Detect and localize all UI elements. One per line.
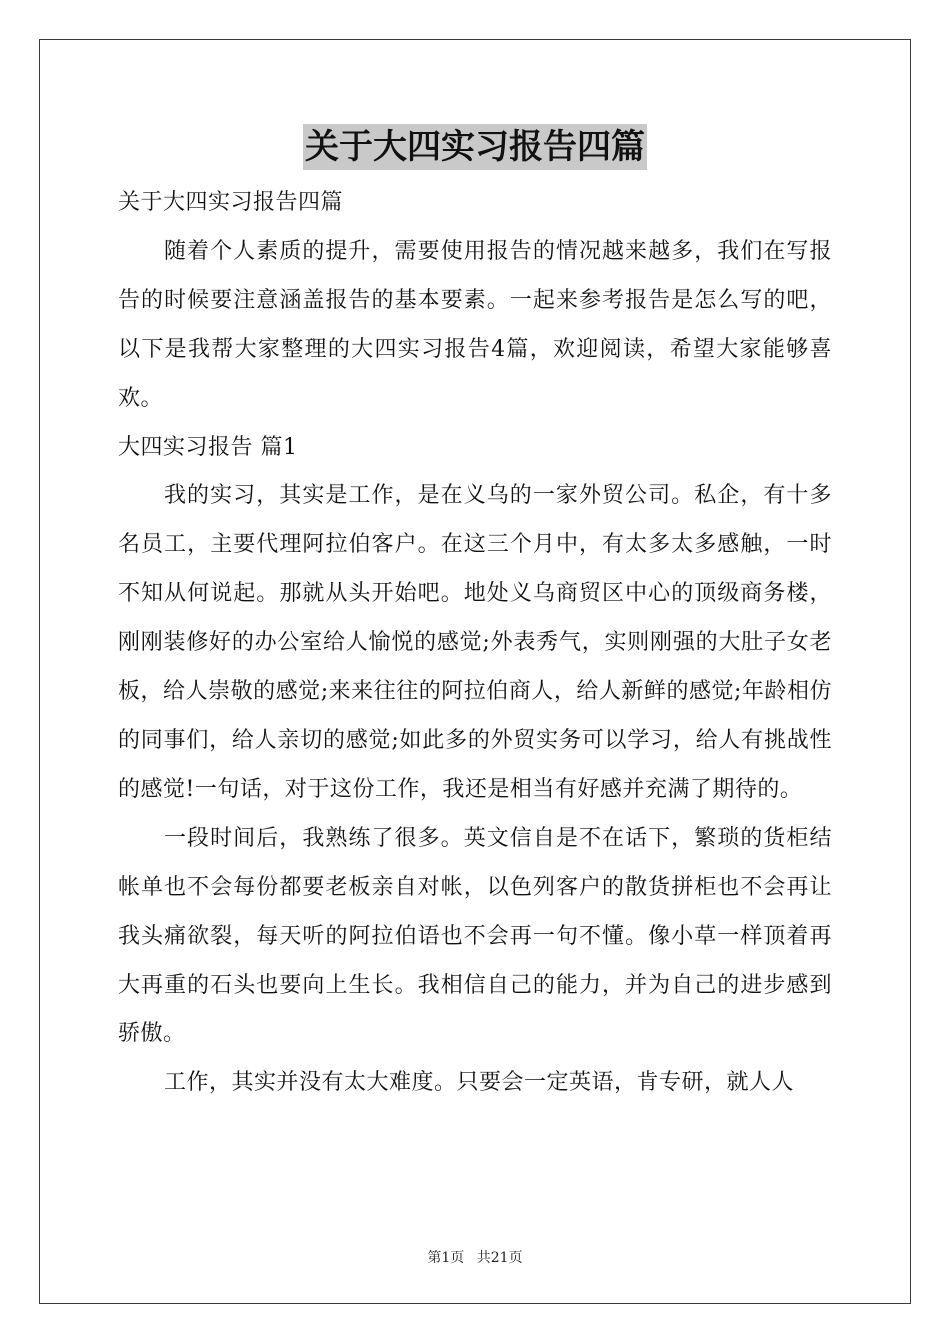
page-footer — [0, 1247, 950, 1267]
page-number: 第1页 — [427, 1250, 465, 1266]
body-paragraph-3: 工作，其实并没有太大难度。只要会一定英语，肯专研，就人人 — [164, 1070, 795, 1096]
body-paragraph-2: 一段时间后，我熟练了很多。英文信自是不在话下，繁琐的货柜结帐单也不会每份都要老板亲自对帐，以色列客户的散货拼柜也不会再让我头痛欲裂，每天听的阿拉伯语也不会再一句不懂。像小草一样顶着再大再重的石头也要向上生长。我相信自己的能力，并为自己的进步感到骄傲。 — [118, 825, 832, 1047]
section-heading: 大四实习报告 篇1 — [118, 434, 298, 460]
title-container — [0, 124, 950, 170]
page-total: 共21页 — [476, 1250, 523, 1266]
body-paragraph-1: 我的实习，其实是工作，是在义乌的一家外贸公司。私企，有十多名员工，主要代理阿拉伯客户。在这三个月中，有太多太多感触，一时不知从何说起。那就从头开始吧。地处义乌商贸区中心的顶级商务楼，刚刚装修好的办公室给人愉悦的感觉;外表秀气，实则刚强的大肚子女老板，给人崇敬的感觉;来来往往的阿拉伯商人，给人新鲜的感觉;年龄相仿的同事们，给人亲切的感觉;如此多的外贸实务可以学习，给人有挑战性的感觉!一句话，对于这份工作，我还是相当有好感并充满了期待的。 — [118, 483, 832, 802]
intro-paragraph: 随着个人素质的提升，需要使用报告的情况越来越多，我们在写报告的时候要注意涵盖报告的基本要素。一起来参考报告是怎么写的吧，以下是我帮大家整理的大四实习报告4篇，欢迎阅读，希望大家能够喜欢。 — [118, 238, 832, 411]
document-subtitle: 关于大四实习报告四篇 — [118, 190, 344, 215]
document-title: 关于大四实习报告四篇 — [303, 124, 647, 170]
document-body — [118, 179, 832, 1108]
